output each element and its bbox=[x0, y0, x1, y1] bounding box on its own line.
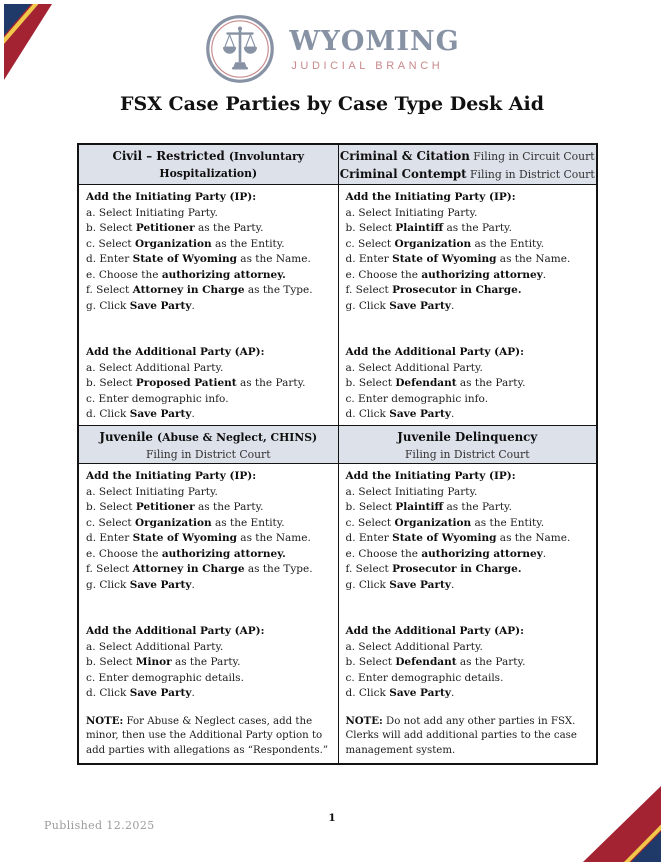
text-line: Filing in District Court bbox=[404, 447, 530, 461]
text-line: d. Click Save Party. bbox=[86, 687, 195, 699]
body-cell-juvenile-delinquency bbox=[338, 464, 597, 763]
text-line: g. Click Save Party. bbox=[86, 578, 195, 591]
logo bbox=[0, 13, 664, 85]
text-line: b. Select Defendant as the Party. bbox=[345, 377, 526, 389]
text-line bbox=[86, 314, 332, 330]
text-line: c. Enter demographic info. bbox=[345, 392, 489, 405]
text-line bbox=[86, 593, 332, 609]
header-cell-civil-restricted bbox=[79, 145, 338, 185]
text-line bbox=[346, 609, 591, 625]
corner-ribbon-bottom-right bbox=[574, 775, 664, 865]
desk-aid-table bbox=[77, 143, 598, 765]
text-line: Add the Additional Party (AP): bbox=[86, 346, 265, 358]
text-line: g. Click Save Party. bbox=[86, 299, 195, 312]
text-line: NOTE: Do not add any other parties in FSX. Clerks will add additional parties to the case management system. bbox=[345, 714, 577, 757]
text-line: b. Select Plaintiff as the Party. bbox=[345, 222, 512, 234]
text-line: f. Select Prosecutor in Charge. bbox=[345, 563, 522, 575]
text-line bbox=[86, 609, 332, 625]
text-line: b. Select Proposed Patient as the Party. bbox=[86, 377, 306, 389]
text-line: Criminal Contempt Filing in District Court bbox=[339, 166, 595, 181]
text-line: d. Click Save Party. bbox=[345, 408, 455, 420]
text-line: NOTE: For Abuse & Neglect cases, add the minor, then use the Additional Party option to add parties with allegations as “Respondents.” bbox=[86, 714, 329, 757]
text-line: a. Select Initiating Party. bbox=[86, 206, 218, 219]
text-line: a. Select Additional Party. bbox=[345, 640, 483, 653]
text-line: Add the Additional Party (AP): bbox=[345, 346, 524, 358]
published-date: Published 12.2025 bbox=[44, 819, 155, 832]
text-line: c. Select Organization as the Entity. bbox=[345, 237, 545, 250]
text-line: c. Select Organization as the Entity. bbox=[86, 516, 285, 529]
text-line: f. Select Prosecutor in Charge. bbox=[345, 284, 522, 296]
text-line: f. Select Attorney in Charge as the Type. bbox=[86, 563, 313, 575]
text-line: e. Choose the authorizing attorney. bbox=[345, 268, 547, 281]
body-cell-civil-restricted bbox=[79, 185, 338, 426]
text-line bbox=[346, 593, 591, 609]
text-line: a. Select Additional Party. bbox=[86, 640, 224, 653]
text-line: d. Enter State of Wyoming as the Name. bbox=[345, 253, 571, 265]
text-line: c. Select Organization as the Entity. bbox=[86, 237, 285, 250]
text-line: b. Select Petitioner as the Party. bbox=[86, 222, 264, 234]
text-line: a. Select Initiating Party. bbox=[86, 485, 218, 498]
text-line: Add the Initiating Party (IP): bbox=[86, 191, 257, 203]
text-line: Civil – Restricted (Involuntary Hospitalization) bbox=[112, 149, 305, 180]
text-line: Add the Additional Party (AP): bbox=[345, 625, 524, 637]
text-line: d. Enter State of Wyoming as the Name. bbox=[345, 532, 571, 544]
text-line: Filing in District Court bbox=[145, 447, 271, 461]
text-line: Add the Initiating Party (IP): bbox=[345, 470, 516, 482]
text-line bbox=[346, 314, 591, 330]
text-line: a. Select Initiating Party. bbox=[345, 206, 478, 219]
text-line: Criminal & Citation Filing in Circuit Court bbox=[339, 149, 595, 163]
text-line: a. Select Initiating Party. bbox=[345, 485, 478, 498]
text-line: Juvenile (Abuse & Neglect, CHINS) bbox=[99, 430, 318, 444]
text-line: g. Click Save Party. bbox=[345, 578, 455, 591]
body-cell-criminal-citation bbox=[338, 185, 597, 426]
text-line: c. Enter demographic details. bbox=[86, 671, 244, 684]
body-cell-juvenile-abuse-neglect-chins bbox=[79, 464, 338, 763]
text-line: d. Click Save Party. bbox=[345, 687, 455, 699]
logo-subtitle: JUDICIAL BRANCH bbox=[291, 59, 444, 72]
text-line: a. Select Additional Party. bbox=[345, 361, 483, 374]
text-line bbox=[346, 330, 591, 346]
text-line: e. Choose the authorizing attorney. bbox=[86, 268, 286, 281]
page-title: FSX Case Parties by Case Type Desk Aid bbox=[119, 93, 545, 115]
text-line: c. Select Organization as the Entity. bbox=[345, 516, 545, 529]
logo-wordmark: WYOMING bbox=[289, 25, 460, 57]
text-line: Add the Additional Party (AP): bbox=[86, 625, 265, 637]
text-line: Add the Initiating Party (IP): bbox=[86, 470, 257, 482]
text-line: g. Click Save Party. bbox=[345, 299, 455, 312]
text-line: d. Enter State of Wyoming as the Name. bbox=[86, 253, 311, 265]
text-line: e. Choose the authorizing attorney. bbox=[345, 547, 547, 560]
text-line: b. Select Petitioner as the Party. bbox=[86, 501, 264, 513]
text-line: b. Select Minor as the Party. bbox=[86, 656, 241, 668]
text-line bbox=[86, 330, 332, 346]
text-line: c. Enter demographic info. bbox=[86, 392, 229, 405]
text-line: Juvenile Delinquency bbox=[397, 430, 538, 444]
text-line: b. Select Defendant as the Party. bbox=[345, 656, 526, 668]
text-line: d. Enter State of Wyoming as the Name. bbox=[86, 532, 311, 544]
page-number: 1 bbox=[328, 812, 336, 824]
header-cell-juvenile-abuse-neglect-chins bbox=[79, 426, 338, 464]
text-line: d. Click Save Party. bbox=[86, 408, 195, 420]
text-line: e. Choose the authorizing attorney. bbox=[86, 547, 286, 560]
header-cell-juvenile-delinquency bbox=[338, 426, 597, 464]
scales-of-justice-icon bbox=[204, 13, 276, 85]
text-line: b. Select Plaintiff as the Party. bbox=[345, 501, 512, 513]
text-line: Add the Initiating Party (IP): bbox=[345, 191, 516, 203]
header-cell-criminal-citation bbox=[338, 145, 597, 185]
text-line: a. Select Additional Party. bbox=[86, 361, 224, 374]
text-line: c. Enter demographic details. bbox=[345, 671, 504, 684]
text-line: f. Select Attorney in Charge as the Type. bbox=[86, 284, 313, 296]
